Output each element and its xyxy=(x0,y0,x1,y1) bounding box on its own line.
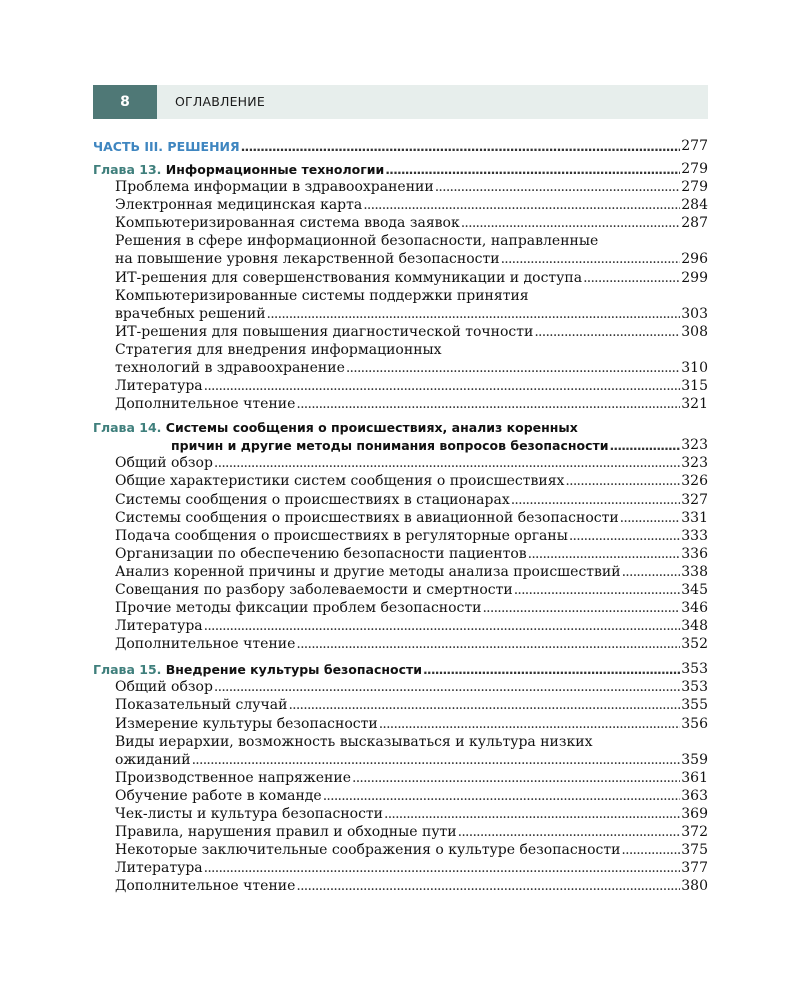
dot-leader xyxy=(482,600,680,616)
section-title: Прочие методы фиксации проблем безопасности xyxy=(115,600,482,617)
section-title: Дополнительное чтение xyxy=(115,878,296,895)
toc-section[interactable] xyxy=(93,750,708,768)
toc-chapter-13[interactable] xyxy=(93,158,708,177)
chapter-label: Глава 13. xyxy=(93,162,162,177)
toc-section[interactable] xyxy=(93,858,708,876)
toc-section[interactable] xyxy=(93,177,708,195)
dot-leader xyxy=(296,636,680,652)
chapter-page: 279 xyxy=(681,161,708,177)
section-page: 356 xyxy=(681,715,708,732)
section-title: Дополнительное чтение xyxy=(115,396,296,413)
toc-section[interactable] xyxy=(93,562,708,580)
dot-leader xyxy=(352,770,680,786)
section-page: 369 xyxy=(681,806,708,822)
section-title: Литература xyxy=(115,618,203,635)
section-page: 348 xyxy=(681,618,708,635)
section-page: 287 xyxy=(681,215,708,232)
section-title: ожиданий xyxy=(115,751,191,768)
toc-section[interactable] xyxy=(93,804,708,822)
dot-leader xyxy=(296,396,680,412)
toc-section[interactable] xyxy=(93,634,708,652)
toc-section[interactable] xyxy=(93,695,708,713)
section-title: Дополнительное чтение xyxy=(115,636,296,653)
dot-leader xyxy=(379,716,681,732)
section-title: на повышение уровня лекарственной безопасности xyxy=(115,251,500,268)
part-title: ЧАСТЬ III. РЕШЕНИЯ xyxy=(93,139,240,154)
page-number: 8 xyxy=(93,85,157,119)
toc-section[interactable] xyxy=(93,508,708,526)
running-header xyxy=(93,85,708,119)
dot-leader xyxy=(461,215,681,231)
section-page: 346 xyxy=(681,600,708,617)
dot-leader xyxy=(620,510,681,526)
section-title: Подача сообщения о происшествиях в регуляторные органы xyxy=(115,527,568,544)
chapter-page: 353 xyxy=(681,661,708,678)
section-title: Совещания по разбору заболеваемости и смертности xyxy=(115,581,513,598)
dot-leader xyxy=(583,270,680,286)
dot-leader xyxy=(423,662,680,677)
dot-leader xyxy=(621,842,680,858)
section-page: 315 xyxy=(681,378,708,395)
section-title: Организации по обеспечению безопасности пациентов xyxy=(115,545,527,562)
toc-section[interactable] xyxy=(93,616,708,634)
dot-leader xyxy=(204,378,681,394)
toc-chapter-14-line2[interactable] xyxy=(93,435,708,453)
running-header-title: ОГЛАВЛЕНИЕ xyxy=(175,94,265,109)
chapter-title: Информационные технологии xyxy=(165,162,385,177)
toc-section-line1[interactable] xyxy=(93,340,708,358)
section-title: Литература xyxy=(115,860,203,877)
chapter-label: Глава 15. xyxy=(93,662,162,678)
section-page: 377 xyxy=(681,860,708,877)
section-page: 345 xyxy=(681,581,708,598)
dot-leader xyxy=(511,492,681,508)
section-page: 375 xyxy=(681,842,708,859)
section-title: Анализ коренной причины и другие методы анализа происшествий xyxy=(115,563,621,580)
section-title-line1: Компьютеризированные системы поддержки принятия xyxy=(115,287,529,304)
chapter-title-line2: причин и другие методы понимания вопросов безопасности xyxy=(171,438,609,454)
toc-section[interactable] xyxy=(93,580,708,598)
dot-leader xyxy=(267,306,681,322)
section-title: Общий обзор xyxy=(115,679,213,696)
toc-section[interactable] xyxy=(93,471,708,489)
toc-section[interactable] xyxy=(93,453,708,471)
dot-leader xyxy=(622,564,681,580)
section-page: 336 xyxy=(681,545,708,562)
section-title: Измерение культуры безопасности xyxy=(115,715,378,732)
toc-section[interactable] xyxy=(93,213,708,231)
section-page: 352 xyxy=(681,636,708,653)
section-title: Производственное напряжение xyxy=(115,769,351,786)
section-title: технологий в здравоохранение xyxy=(115,360,345,377)
dot-leader xyxy=(528,546,681,562)
section-page: 333 xyxy=(681,527,708,544)
table-of-contents xyxy=(93,136,708,894)
dot-leader xyxy=(534,324,680,340)
toc-section[interactable] xyxy=(93,526,708,544)
section-title: Чек-листы и культура безопасности xyxy=(115,806,383,822)
dot-leader xyxy=(204,618,681,634)
section-title-line1: Стратегия для внедрения информационных xyxy=(115,341,442,358)
section-title: ИТ-решения для повышения диагностической точности xyxy=(115,323,534,340)
section-page: 321 xyxy=(681,396,708,413)
dot-leader xyxy=(204,860,681,876)
toc-section[interactable] xyxy=(93,376,708,394)
section-page: 279 xyxy=(681,179,708,196)
dot-leader xyxy=(384,806,680,822)
section-title: Обучение работе в команде xyxy=(115,787,322,804)
section-title: Электронная медицинская карта xyxy=(115,197,363,214)
section-page: 299 xyxy=(681,269,708,286)
section-title: Показательный случай xyxy=(115,697,288,714)
section-page: 310 xyxy=(681,360,708,377)
section-page: 296 xyxy=(681,251,708,268)
dot-leader xyxy=(610,438,681,453)
toc-section[interactable] xyxy=(93,786,708,804)
dot-leader xyxy=(565,473,680,489)
toc-chapter-15[interactable] xyxy=(93,658,708,677)
section-page: 284 xyxy=(681,197,708,214)
toc-section[interactable] xyxy=(93,713,708,731)
section-title: Компьютеризированная система ввода заявок xyxy=(115,215,460,232)
toc-section[interactable] xyxy=(93,358,708,376)
toc-section[interactable] xyxy=(93,544,708,562)
section-title-line1: Решения в сфере информационной безопасности, направленные xyxy=(115,233,599,250)
section-title: Некоторые заключительные соображения о культуре безопасности xyxy=(115,842,621,859)
section-title: Литература xyxy=(115,378,203,395)
section-title: Проблема информации в здравоохранении xyxy=(115,179,434,196)
section-page: 308 xyxy=(681,323,708,340)
section-page: 323 xyxy=(681,455,708,472)
dot-leader xyxy=(192,752,681,768)
part-page: 277 xyxy=(681,138,708,154)
section-page: 355 xyxy=(681,697,708,714)
section-title: Общий обзор xyxy=(115,455,213,472)
dot-leader xyxy=(241,139,681,154)
section-page: 353 xyxy=(681,679,708,696)
dot-leader xyxy=(323,788,681,804)
toc-section[interactable] xyxy=(93,768,708,786)
toc-section[interactable] xyxy=(93,267,708,285)
dot-leader xyxy=(214,679,680,695)
toc-section[interactable] xyxy=(93,876,708,894)
section-title: ИТ-решения для совершенствования коммуникации и доступа xyxy=(115,269,583,286)
dot-leader xyxy=(288,697,680,713)
section-page: 331 xyxy=(681,509,708,526)
section-title: Правила, нарушения правил и обходные пути xyxy=(115,824,457,841)
section-title: Системы сообщения о происшествиях в стационарах xyxy=(115,491,510,508)
dot-leader xyxy=(501,251,681,267)
section-page: 338 xyxy=(681,563,708,580)
toc-section[interactable] xyxy=(93,489,708,507)
dot-leader xyxy=(363,197,680,213)
toc-section-line1[interactable] xyxy=(93,732,708,750)
chapter-title: Внедрение культуры безопасности xyxy=(165,662,423,678)
section-page: 363 xyxy=(681,787,708,804)
section-title: Системы сообщения о происшествиях в авиационной безопасности xyxy=(115,509,619,526)
section-title-line1: Виды иерархии, возможность высказываться и культура низких xyxy=(115,733,593,750)
chapter-page: 323 xyxy=(681,437,708,454)
toc-chapter-14-line1[interactable] xyxy=(93,418,708,435)
chapter-title-line1: Системы сообщения о происшествиях, анализ коренных xyxy=(165,420,578,436)
toc-part-entry[interactable] xyxy=(93,136,708,154)
toc-section[interactable] xyxy=(93,394,708,412)
section-page: 303 xyxy=(681,305,708,322)
dot-leader xyxy=(214,455,680,471)
toc-section[interactable] xyxy=(93,195,708,213)
section-page: 361 xyxy=(681,769,708,786)
toc-section[interactable] xyxy=(93,322,708,340)
dot-leader xyxy=(569,528,680,544)
section-page: 380 xyxy=(681,878,708,895)
dot-leader xyxy=(296,878,680,894)
dot-leader xyxy=(346,360,680,376)
toc-section-line1[interactable] xyxy=(93,286,708,304)
chapter-label: Глава 14. xyxy=(93,420,162,436)
section-page: 372 xyxy=(681,824,708,841)
dot-leader xyxy=(514,582,681,598)
section-page: 327 xyxy=(681,491,708,508)
toc-section[interactable] xyxy=(93,598,708,616)
section-title: врачебных решений xyxy=(115,305,266,322)
section-page: 359 xyxy=(681,751,708,768)
section-page: 326 xyxy=(681,473,708,490)
toc-section[interactable] xyxy=(93,677,708,695)
toc-section[interactable] xyxy=(93,840,708,858)
toc-section[interactable] xyxy=(93,822,708,840)
section-title: Общие характеристики систем сообщения о происшествиях xyxy=(115,473,565,490)
toc-section-line1[interactable] xyxy=(93,231,708,249)
toc-section[interactable] xyxy=(93,304,708,322)
dot-leader xyxy=(385,162,680,177)
toc-section[interactable] xyxy=(93,249,708,267)
dot-leader xyxy=(435,179,681,195)
dot-leader xyxy=(458,824,681,840)
